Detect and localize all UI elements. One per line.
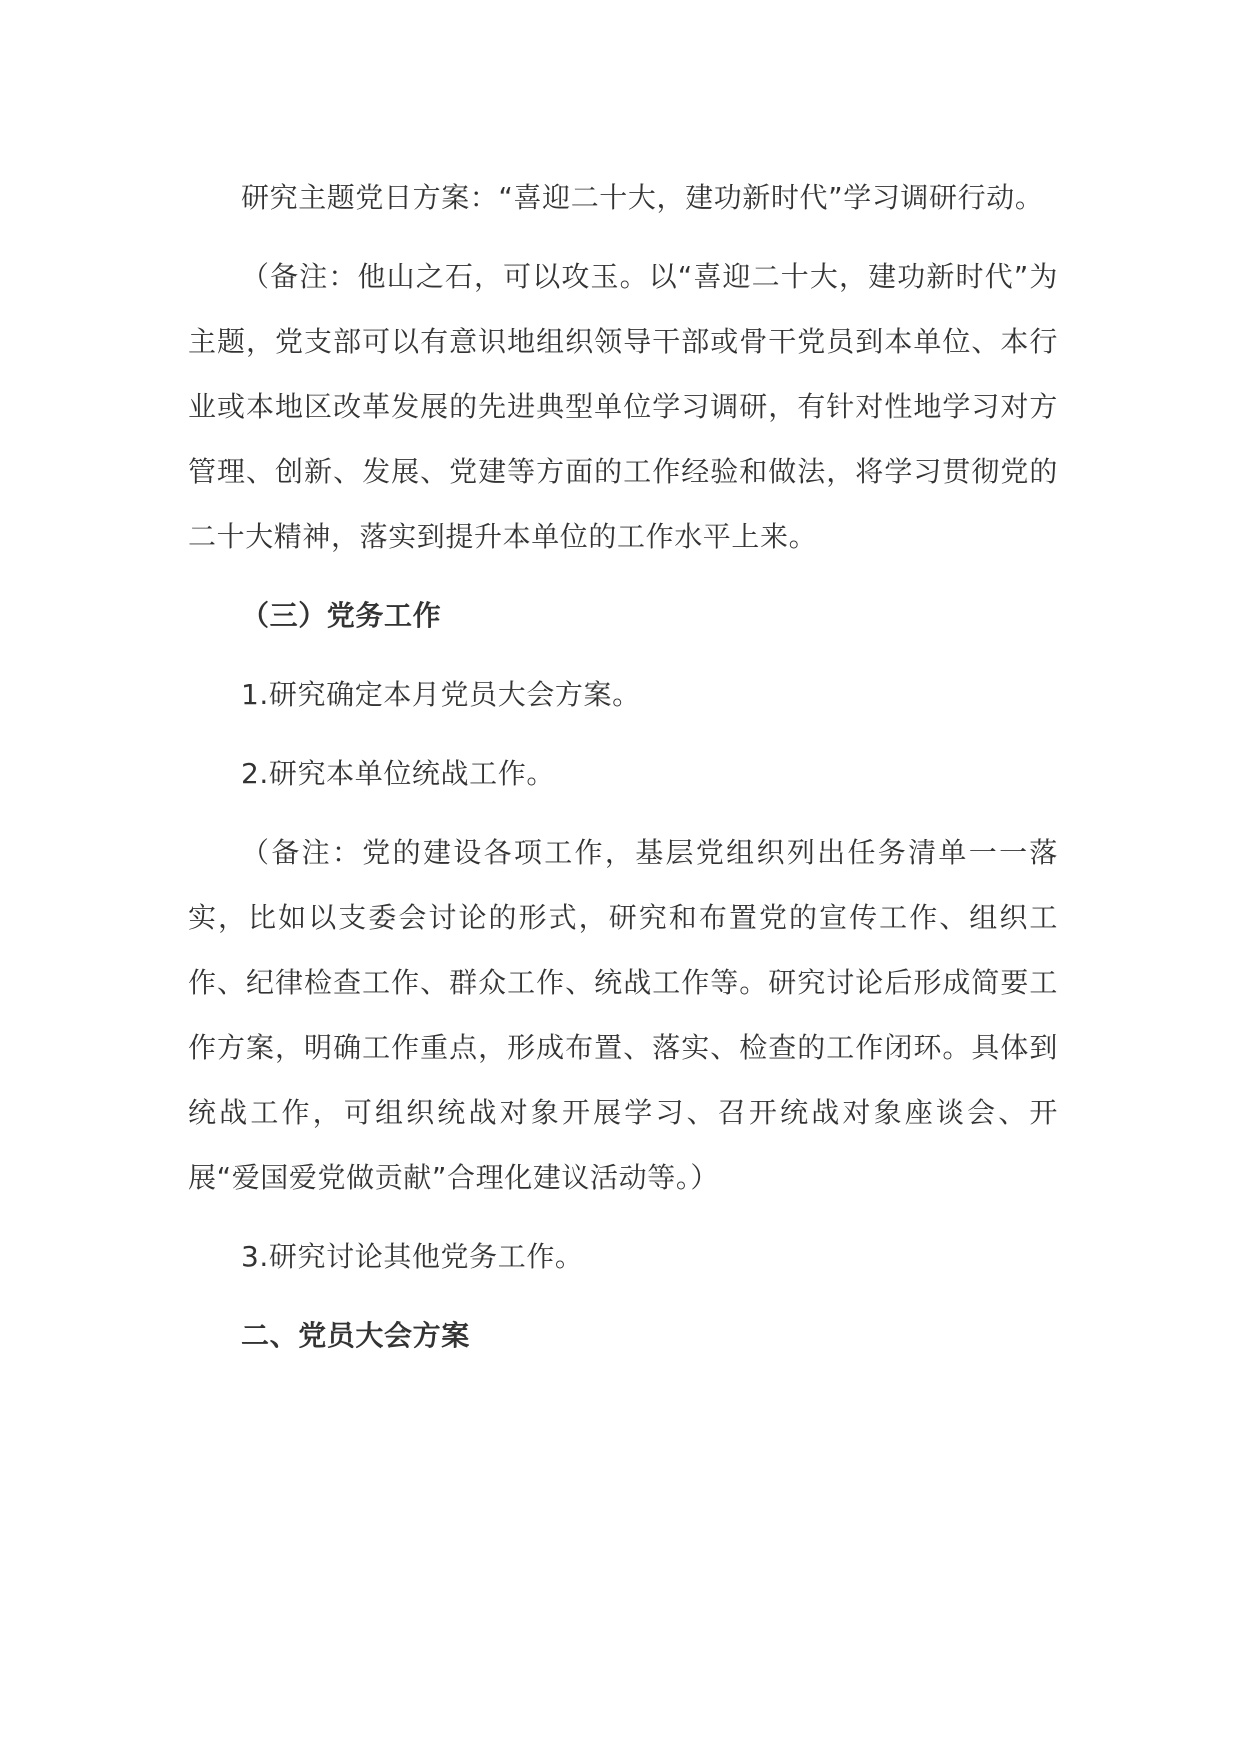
list-item-3: 3.研究讨论其他党务工作。: [241, 1240, 584, 1273]
list-item-1: 1.研究确定本月党员大会方案。: [241, 678, 641, 711]
list-item-2: 2.研究本单位统战工作。: [241, 757, 555, 790]
section-heading-party-affairs: （三）党务工作: [241, 599, 442, 632]
document-body: [188, 165, 1058, 1368]
paragraph-note-party-building: （备注：党的建设各项工作，基层党组织列出任务清单一一落实，比如以支委会讨论的形式，研究和布置党的宣传工作、组织工作、纪律检查工作、群众工作、统战工作等。研究讨论后形成简要工作方案，明确工作重点，形成布置、落实、检查的工作闭环。具体到统战工作，可组织统战对象开展学习、召开统战对象座谈会、开展“爱国爱党做贡献”合理化建议活动等。）: [188, 836, 1058, 1194]
section-heading-member-meeting: 二、党员大会方案: [241, 1319, 470, 1352]
paragraph-theme-day-plan: 研究主题党日方案：“喜迎二十大，建功新时代”学习调研行动。: [241, 181, 1044, 214]
paragraph-note-study-research: （备注：他山之石，可以攻玉。以“喜迎二十大，建功新时代”为主题，党支部可以有意识地组织领导干部或骨干党员到本单位、本行业或本地区改革发展的先进典型单位学习调研，有针对性地学习对方管理、创新、发展、党建等方面的工作经验和做法，将学习贯彻党的二十大精神，落实到提升本单位的工作水平上来。: [188, 260, 1058, 553]
